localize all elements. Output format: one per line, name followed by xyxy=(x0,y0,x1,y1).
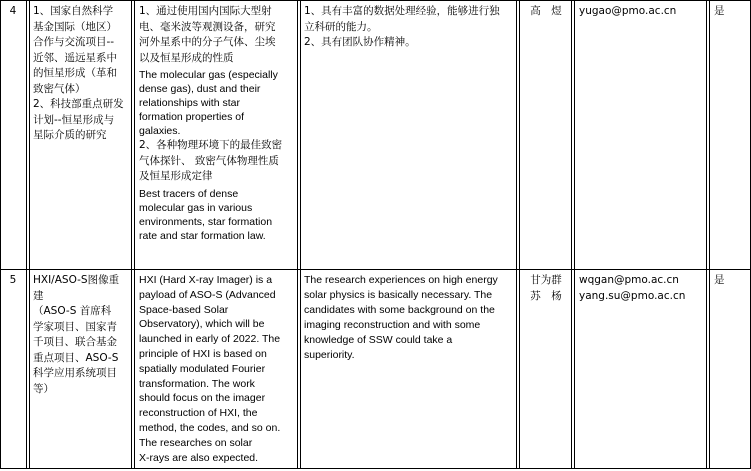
research-cell: HXI (Hard X-ray Imager) is a payload of ASO-S (Advanced Space-based Solar Observatory), which will be launched in early of 2022. The principle of HXI is based on spatially modulated Fourier transformation. The work should focus on the imager reconstruction of HXI, the method, the codes, and so on. The researches on solar X-rays are also expected. xyxy=(139,274,281,464)
col-divider xyxy=(516,0,520,469)
project-cell: HXI/ASO-S图像重 建 （ASO-S 首席科 学家项目、国家青 千项目、联合基金 重点项目、ASO-S 科学应用系统项目 等） xyxy=(33,274,120,395)
requirements-cell: The research experiences on high energy solar physics is basically necessary. The candidates with some background on the imaging reconstruction and with some knowledge of SSW could take a superiority. xyxy=(304,274,498,361)
email-cell: wqgan@pmo.ac.cn yang.su@pmo.ac.cn xyxy=(579,274,686,302)
project-cell: 1、国家自然科学 基金国际（地区） 合作与交流项目-- 近邻、遥远星系中 的恒星形成（革和 致密气体） 2、科技部重点研发 计划--恒星形成与 星际介质的研究 xyxy=(33,5,124,141)
row-divider xyxy=(0,269,751,270)
flag-cell: 是 xyxy=(714,5,725,17)
research-cell: 1、通过使用国内国际大型射 电、毫米波等观测设备，研究 河外星系中的分子气体、尘埃 以及恒星形成的性质 The molecular gas (especially dense gas), dust and their relationships with star formation properties of galaxies. 2、各种物理环境下的最佳致密 气体探针、 致密气体物理性质 及恒星形成定律 Best tracers of dense molecular gas in various environments, star formation rate and star formation law. xyxy=(139,5,283,242)
flag-cell: 是 xyxy=(714,274,725,286)
col-divider xyxy=(571,0,575,469)
row-index: 5 xyxy=(9,274,17,286)
requirements-cell: 1、具有丰富的数据处理经验，能够进行独 立科研的能力。 2、具有团队协作精神。 xyxy=(304,5,500,48)
contact-name: 高 煜 xyxy=(530,5,562,17)
table-border-bottom xyxy=(0,468,751,469)
col-divider xyxy=(297,0,301,469)
email-cell: yugao@pmo.ac.cn xyxy=(579,5,677,17)
table-border-top xyxy=(0,0,751,1)
col-divider xyxy=(131,0,135,469)
col-divider xyxy=(0,0,1,469)
col-divider xyxy=(26,0,30,469)
col-divider xyxy=(706,0,710,469)
row-index: 4 xyxy=(9,5,17,17)
contact-name: 甘为群 苏 杨 xyxy=(530,274,562,302)
